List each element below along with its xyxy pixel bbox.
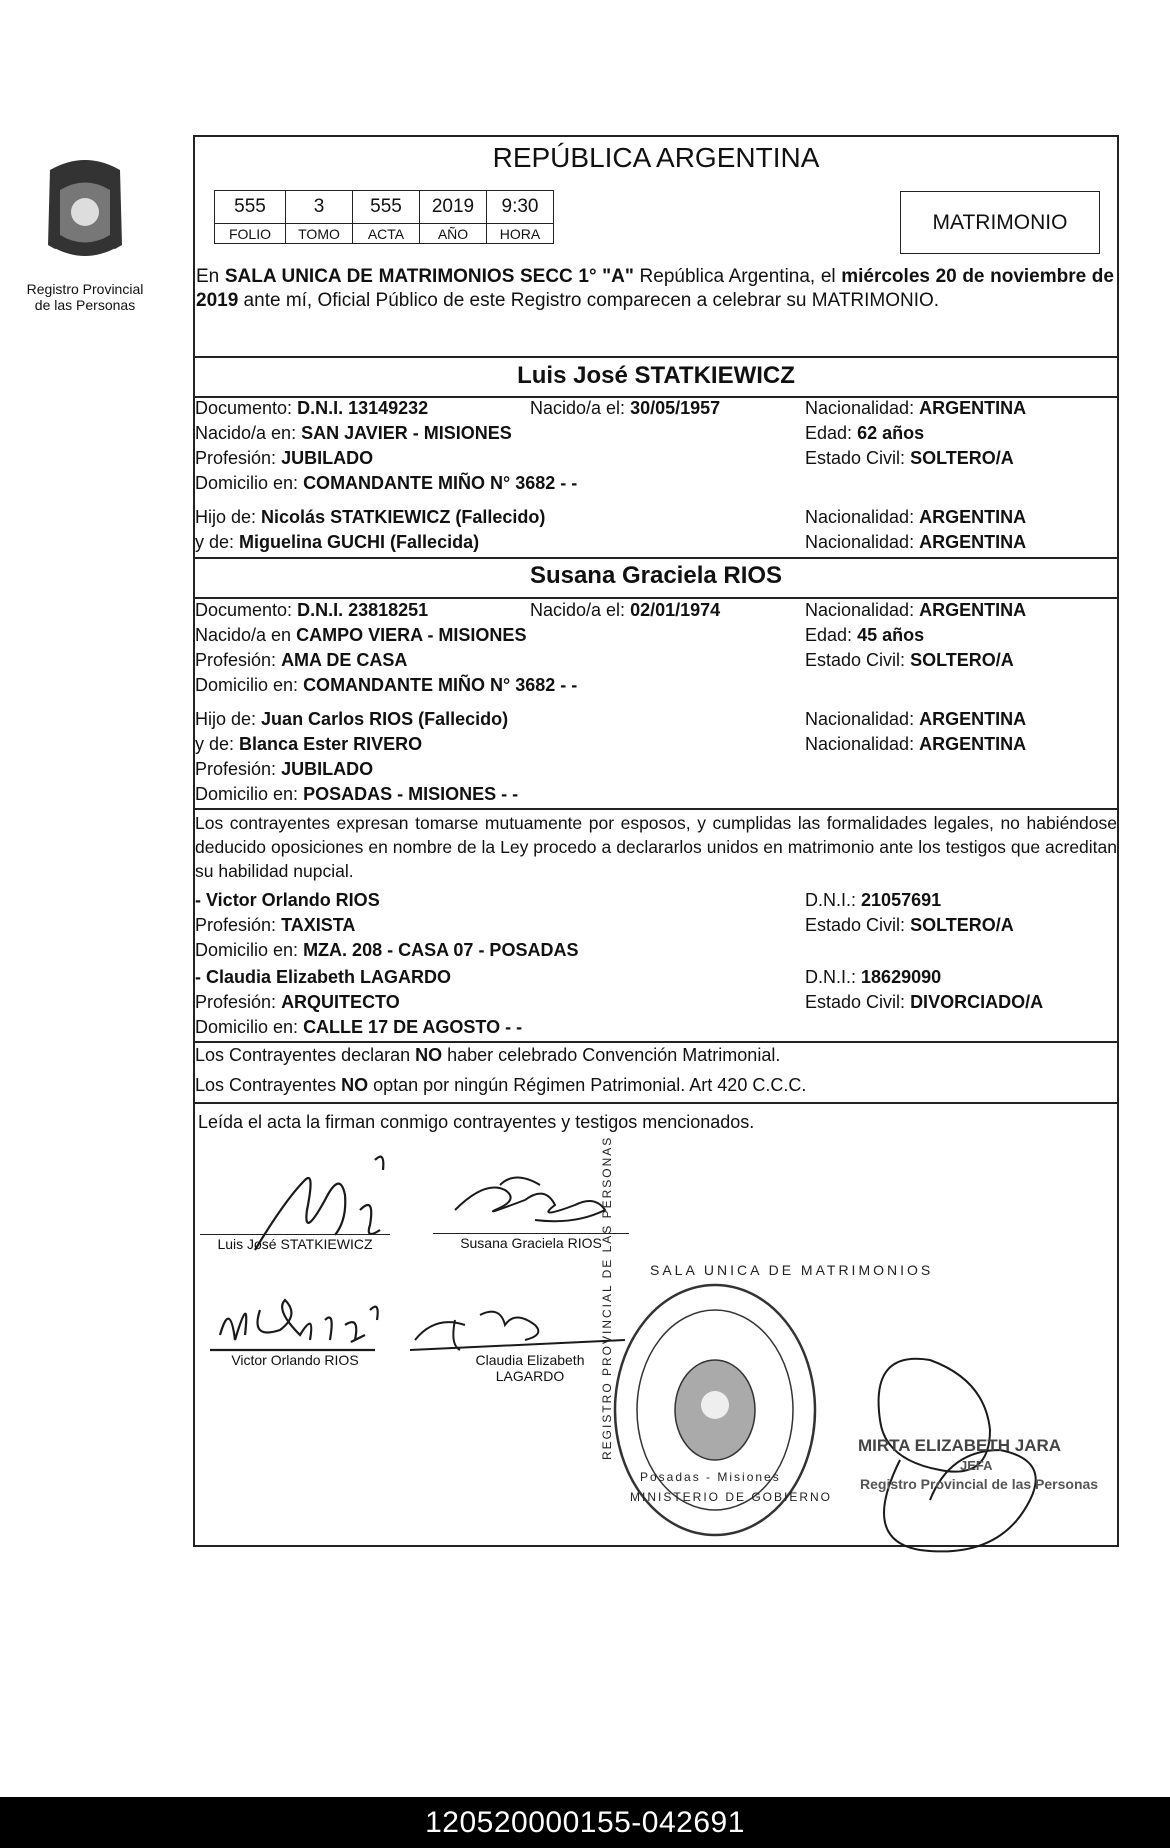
signature-line bbox=[200, 1234, 390, 1235]
spouse2-mother: y de: Blanca Ester RIVERO bbox=[195, 734, 423, 754]
registry-table bbox=[214, 190, 554, 244]
divider bbox=[193, 808, 1119, 810]
tomo-value: 3 bbox=[286, 191, 353, 224]
spouse2-doc: Documento: D.N.I. 23818251 bbox=[195, 600, 429, 620]
folio-label: FOLIO bbox=[215, 224, 286, 244]
page-title: REPÚBLICA ARGENTINA bbox=[492, 142, 820, 173]
witness1-profession: Profesión: TAXISTA bbox=[195, 915, 356, 935]
witness1-name: - Victor Orlando RIOS bbox=[195, 890, 380, 910]
tomo-label: TOMO bbox=[286, 224, 353, 244]
spouse2-age: Edad: 45 años bbox=[805, 625, 925, 645]
spouse2-address: Domicilio en: COMANDANTE MIÑO N° 3682 - - bbox=[195, 675, 578, 695]
folio-value: 555 bbox=[215, 191, 286, 224]
hora-value: 9:30 bbox=[487, 191, 554, 224]
divider bbox=[193, 356, 1119, 358]
witness1-address: Domicilio en: MZA. 208 - CASA 07 - POSADAS bbox=[195, 940, 579, 960]
signature-label-witness1: Victor Orlando RIOS bbox=[231, 1352, 359, 1368]
regime-statement: Los Contrayentes NO optan por ningún Régimen Patrimonial. Art 420 C.C.C. bbox=[195, 1075, 807, 1095]
seal-city-text: Posadas - Misiones bbox=[640, 1470, 781, 1484]
spouse2-profession: Profesión: AMA DE CASA bbox=[195, 650, 408, 670]
spouse2-name: Susana Graciela RIOS bbox=[529, 562, 783, 589]
spouse2-civil-status: Estado Civil: SOLTERO/A bbox=[805, 650, 1014, 670]
spouse2-father: Hijo de: Juan Carlos RIOS (Fallecido) bbox=[195, 709, 509, 729]
spouse1-name: Luis José STATKIEWICZ bbox=[517, 362, 795, 389]
spouse2-mother-nationality: Nacionalidad: ARGENTINA bbox=[805, 734, 1027, 754]
signature-witness1 bbox=[205, 1280, 395, 1360]
witness2-profession: Profesión: ARQUITECTO bbox=[195, 992, 400, 1012]
witness1-civil-status: Estado Civil: SOLTERO/A bbox=[805, 915, 1014, 935]
official-role: JEFA bbox=[960, 1458, 993, 1473]
ceremony-date: miércoles 20 de noviembre de 2019 bbox=[196, 266, 1114, 311]
office-name: SALA UNICA DE MATRIMONIOS SECC 1° "A" bbox=[224, 266, 634, 287]
spouse1-address: Domicilio en: COMANDANTE MIÑO N° 3682 - - bbox=[195, 473, 578, 493]
logo-label-1: Registro Provincial bbox=[26, 281, 144, 297]
spouse2-birthplace: Nacido/a en CAMPO VIERA - MISIONES bbox=[195, 625, 527, 645]
spouse1-birth: Nacido/a el: 30/05/1957 bbox=[530, 398, 721, 418]
signature-label-witness2: Claudia Elizabeth LAGARDO bbox=[475, 1352, 585, 1384]
witness2-dni: D.N.I.: 18629090 bbox=[805, 967, 942, 987]
seal-ministry-text: MINISTERIO DE GOBIERNO bbox=[630, 1490, 833, 1504]
document-type-box: MATRIMONIO bbox=[900, 191, 1100, 254]
spouse2-birth: Nacido/a el: 02/01/1974 bbox=[530, 600, 721, 620]
divider bbox=[193, 557, 1119, 559]
seal-outer-text: REGISTRO PROVINCIAL DE LAS PERSONAS bbox=[600, 1135, 614, 1460]
spouse1-father-nationality: Nacionalidad: ARGENTINA bbox=[805, 507, 1027, 527]
spouse2-mother-profession: Profesión: JUBILADO bbox=[195, 759, 374, 779]
convention-statement: Los Contrayentes declaran NO haber celebrado Convención Matrimonial. bbox=[195, 1045, 781, 1065]
spouse1-civil-status: Estado Civil: SOLTERO/A bbox=[805, 448, 1014, 468]
spouse2-nationality: Nacionalidad: ARGENTINA bbox=[805, 600, 1027, 620]
official-office: Registro Provincial de las Personas bbox=[860, 1476, 1099, 1492]
spouse2-mother-address: Domicilio en: POSADAS - MISIONES - - bbox=[195, 784, 519, 804]
logo-label-2: de las Personas bbox=[34, 297, 136, 313]
anio-label: AÑO bbox=[420, 224, 487, 244]
anio-value: 2019 bbox=[420, 191, 487, 224]
spouse1-nationality: Nacionalidad: ARGENTINA bbox=[805, 398, 1027, 418]
spouse1-profession: Profesión: JUBILADO bbox=[195, 448, 374, 468]
seal-inner-text: SALA UNICA DE MATRIMONIOS bbox=[650, 1262, 934, 1278]
spouse2-father-nationality: Nacionalidad: ARGENTINA bbox=[805, 709, 1027, 729]
registry-logo bbox=[20, 150, 150, 313]
intro-paragraph: En SALA UNICA DE MATRIMONIOS SECC 1° "A" República Argentina, el miércoles 20 de noviembre de 2019 ante mí, Oficial Público de este Registro comparecen a celebrar su MATRIMONIO. bbox=[196, 266, 1114, 311]
spouse1-birthplace: Nacido/a en: SAN JAVIER - MISIONES bbox=[195, 423, 512, 443]
signature-label-spouse1: Luis José STATKIEWICZ bbox=[217, 1236, 373, 1252]
witness2-name: - Claudia Elizabeth LAGARDO bbox=[195, 967, 452, 987]
signature-spouse2 bbox=[445, 1165, 615, 1235]
witness1-dni: D.N.I.: 21057691 bbox=[805, 890, 942, 910]
witness2-civil-status: Estado Civil: DIVORCIADO/A bbox=[805, 992, 1044, 1012]
document-id-bar: 120520000155-042691 bbox=[0, 1797, 1170, 1848]
province-seal-icon bbox=[30, 150, 140, 270]
spouse1-mother-nationality: Nacionalidad: ARGENTINA bbox=[805, 532, 1027, 552]
witness2-address: Domicilio en: CALLE 17 DE AGOSTO - - bbox=[195, 1017, 523, 1037]
acta-label: ACTA bbox=[353, 224, 420, 244]
reading-statement: Leída el acta la firman conmigo contrayentes y testigos mencionados. bbox=[198, 1112, 755, 1132]
spouse1-father: Hijo de: Nicolás STATKIEWICZ (Fallecido) bbox=[195, 507, 546, 527]
spouse1-age: Edad: 62 años bbox=[805, 423, 925, 443]
hora-label: HORA bbox=[487, 224, 554, 244]
declaration-paragraph: Los contrayentes expresan tomarse mutuamente por esposos, y cumplidas las formalidades legales, no habiéndose deducido oposiciones en nombre de la Ley procedo a declararlos unidos en matrimonio ante los testigos que acreditan su habilidad nupcial. bbox=[195, 813, 1117, 881]
spouse1-mother: y de: Miguelina GUCHI (Fallecida) bbox=[195, 532, 480, 552]
acta-value: 555 bbox=[353, 191, 420, 224]
spouse1-doc: Documento: D.N.I. 13149232 bbox=[195, 398, 429, 418]
signature-label-spouse2: Susana Graciela RIOS bbox=[460, 1235, 602, 1251]
divider bbox=[193, 1102, 1119, 1104]
official-name: MIRTA ELIZABETH JARA bbox=[858, 1436, 1062, 1455]
